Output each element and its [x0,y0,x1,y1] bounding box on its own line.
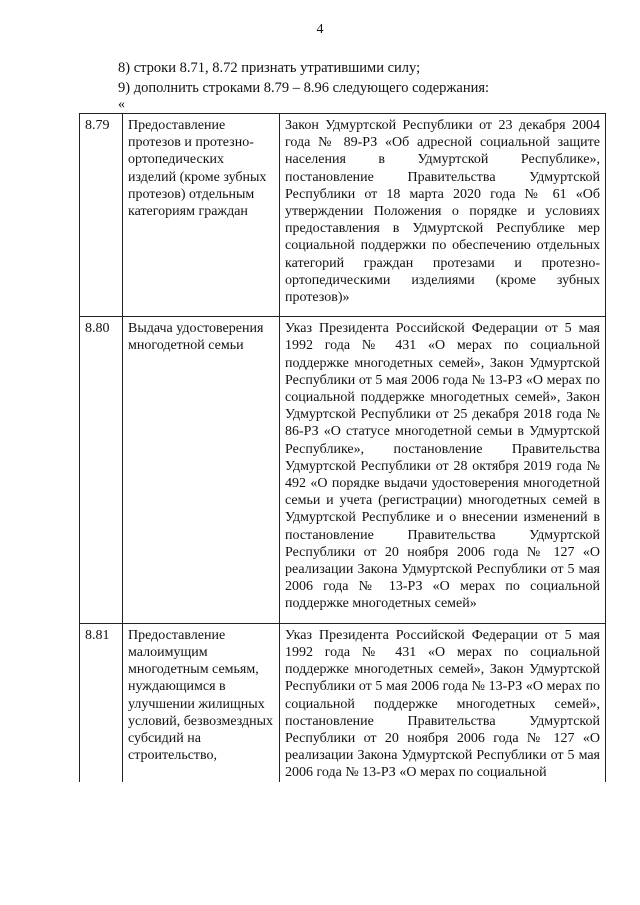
page-number: 4 [316,22,324,37]
services-table [79,113,606,782]
legal-basis: Указ Президента Российской Федерации от 5 мая 1992 года № 431 «О мерах по социальной поддержке многодетных семей», Закон Удмуртской Республики от 5 мая 2006 года № 13-РЗ «О мерах по социальной поддержке многодетных семей», постановление Правительства Удмуртской Республики от 20 ноября 2006 года № 127 «О реализации Закона Удмуртской Республики от 5 мая 2006 года № 13-РЗ «О мерах по социальной [280,623,606,781]
row-number: 8.80 [80,317,123,623]
legal-basis: Закон Удмуртской Республики от 23 декабря 2004 года № 89-РЗ «Об адресной социальной защите населения в Удмуртской Республике», постановление Правительства Удмуртской Республики от 18 марта 2020 года № 61 «Об утверждении Положения о порядке и условиях предоставления в Удмуртской Республике мер социальной поддержки по обеспечению отдельных категорий граждан протезами и протезно-ортопедическими изделиями (кроме зубных протезов)» [280,114,606,317]
intro-text [118,58,489,98]
row-number: 8.81 [80,623,123,781]
intro-line-8: 8) строки 8.71, 8.72 признать утратившими силу; [118,60,421,76]
table-row [80,623,606,781]
table-row [80,317,606,623]
service-name: Предоставление малоимущим многодетным семьям, нуждающимся в улучшении жилищных условий, безвозмездных субсидий на строительство, [123,623,280,781]
row-number: 8.79 [80,114,123,317]
legal-basis: Указ Президента Российской Федерации от 5 мая 1992 года № 431 «О мерах по социальной поддержке многодетных семей», Закон Удмуртской Республики от 5 мая 2006 года № 13-РЗ «О мерах по социальной поддержке многодетных семей», Закон Удмуртской Республики от 25 декабря 2018 года № 86-РЗ «О статусе многодетной семьи в Удмуртской Республике», постановление Правительства Удмуртской Республики от 28 октября 2019 года № 492 «О порядке выдачи удостоверения многодетной семьи и учета (регистрации) многодетных семей в Удмуртской Республике и о внесении изменений в постановление Правительства Удмуртской Республики от 20 ноября 2006 года № 127 «О реализации Закона Удмуртской Республики от 5 мая 2006 года № 13-РЗ «О мерах по социальной поддержке многодетных семей» [280,317,606,623]
service-name: Предоставление протезов и протезно-ортопедических изделий (кроме зубных протезов) отдельным категориям граждан [123,114,280,317]
service-name: Выдача удостоверения многодетной семьи [123,317,280,623]
intro-line-9: 9) дополнить строками 8.79 – 8.96 следующего содержания: [118,80,490,96]
open-quote: « [118,97,125,112]
table-row [80,114,606,317]
